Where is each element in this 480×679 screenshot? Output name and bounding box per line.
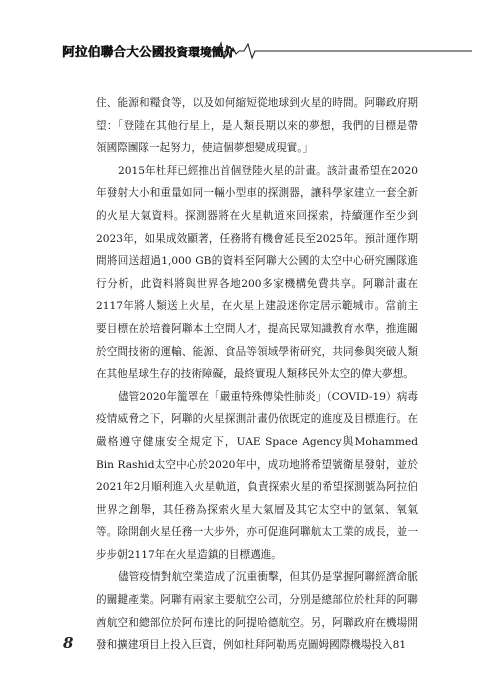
- header-heartbeat-line: [210, 40, 472, 62]
- paragraph-4: 儘管疫情對航空業造成了沉重衝擊，但其仍是掌握阿聯經濟命脈的關鍵產業。阿聯有兩家主要航空公司，分別是總部位於杜拜的阿聯酋航空和總部位於阿布達比的阿提哈德航空。另，阿聯政府在機場開發和擴建項目上投入巨資，例如杜拜阿勒馬克圖姆國際機場投入81: [96, 571, 418, 652]
- page-number: 8: [63, 634, 74, 652]
- header-title-main: 阿拉伯聯合大公國: [62, 44, 165, 59]
- paragraph-3: 儘管2020年籠罩在「嚴重特殊傳染性肺炎」（COVID-19）病毒疫情威脅之下，阿聯的火星探測計畫仍依既定的進度及目標進行。在嚴格遵守健康安全規定下，UAE Space Agency與Mohammed Bin Rashid太空中心於2020年中，成功地將希望號衛星發射，並於2021年2月順利進入火星軌道，負責探索火星的希望探測號為阿拉伯世界之創舉，其任務為探索火星大氣層及其它太空中的氫氣、氧氣等。除開創火星任務一大步外，亦可促進阿聯航太工業的成長，並一步步朝2117年在火星造鎮的目標邁進。: [96, 390, 418, 561]
- running-header: [62, 40, 422, 62]
- paragraph-1: 住、能源和糧食等，以及如何縮短從地球到火星的時間。阿聯政府期望：「登陸在其他行星上，是人類長期以來的夢想，我們的目標是帶領國際團隊一起努力，使這個夢想變成現實。」: [96, 97, 418, 155]
- header-title-sub: 投資環境簡介: [164, 45, 236, 59]
- paragraph-2: 2015年杜拜已經推出首個登陸火星的計畫。該計畫希望在2020年發射大小和重量如同一輛小型車的探測器，讓科學家建立一套全新的火星大氣資料。探測器將在火星軌道來回探索，持續運作至少到2023年，如果成效顯著，任務將有機會延長至2025年。預計運作期間將回送超過1,000 GB的資料至阿聯大公國的太空中心研究團隊進行分析，此資料將與世界各地200多家機構免費共享。阿聯計畫在2117年將人類送上火星，在火星上建設迷你定居示範城市。當前主要目標在於培養阿聯本土空間人才，提高民眾知識教育水準，推進關於空間技術的運輸、能源、食品等領域學術研究，共同參與突破人類在其他星球生存的技術障礙，最終實現人類移民外太空的偉大夢想。: [96, 164, 418, 381]
- body-text: [96, 92, 418, 657]
